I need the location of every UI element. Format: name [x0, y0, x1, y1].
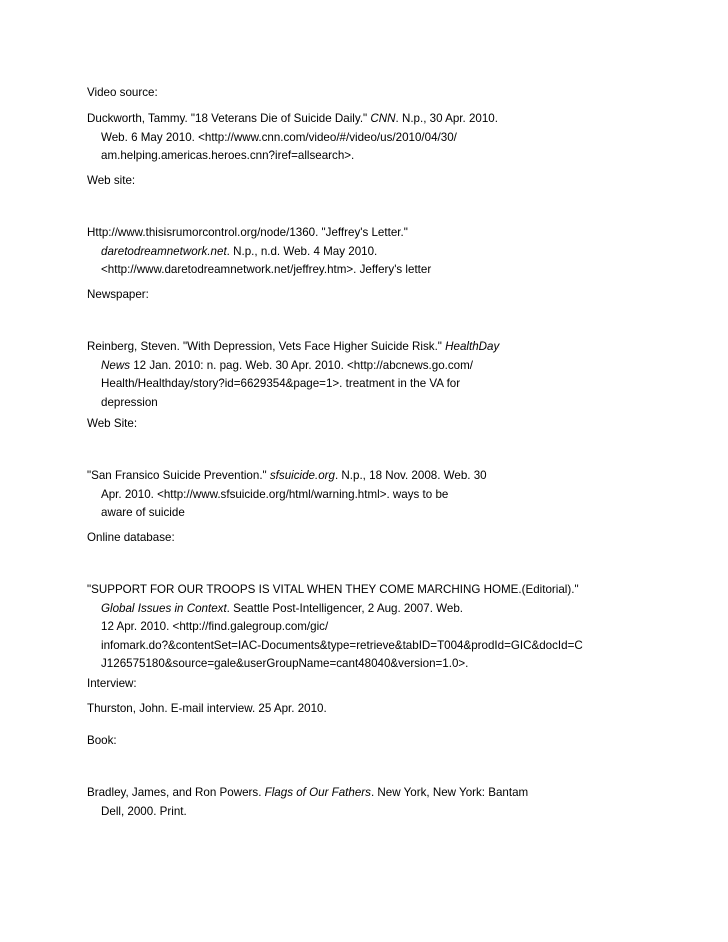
- citation-online-database: [87, 581, 617, 674]
- citation-web-site: [87, 224, 617, 280]
- citation-line: Global Issues in Context. Seattle Post-Intelligencer, 2 Aug. 2007. Web.: [101, 601, 463, 615]
- citation-newspaper: [87, 338, 617, 412]
- citation-line: Dell, 2000. Print.: [101, 804, 187, 818]
- section-heading-interview: Interview:: [87, 677, 137, 690]
- citation-line: Bradley, James, and Ron Powers. Flags of Our Fathers. New York, New York: Bantam: [87, 786, 529, 799]
- citation-web-site-2: [87, 467, 617, 523]
- section-heading-newspaper: Newspaper:: [87, 288, 149, 301]
- citation-line: 12 Apr. 2010. <http://find.galegroup.com/gic/: [101, 620, 329, 633]
- citation-line: Duckworth, Tammy. "18 Veterans Die of Suicide Daily." CNN. N.p., 30 Apr. 2010.: [87, 112, 498, 125]
- citation-line: aware of suicide: [101, 506, 185, 519]
- section-heading-web-site-2: Web Site:: [87, 417, 138, 430]
- citation-line: "SUPPORT FOR OUR TROOPS IS VITAL WHEN THEY COME MARCHING HOME.(Editorial).": [87, 583, 579, 596]
- citation-interview: [87, 700, 617, 719]
- citation-line: Health/Healthday/story?id=6629354&page=1>. treatment in the VA for: [101, 377, 461, 390]
- citation-line: Web. 6 May 2010. <http://www.cnn.com/video/#/video/us/2010/04/30/: [101, 130, 457, 144]
- citation-line: J126575180&source=gale&userGroupName=cant48040&version=1.0>.: [101, 657, 469, 670]
- citation-line: <http://www.daretodreamnetwork.net/jeffrey.htm>. Jeffery's letter: [101, 263, 432, 276]
- citation-line: Apr. 2010. <http://www.sfsuicide.org/html/warning.html>. ways to be: [101, 487, 449, 501]
- citation-line: daretodreamnetwork.net. N.p., n.d. Web. 4 May 2010.: [101, 244, 378, 258]
- citation-line: Reinberg, Steven. "With Depression, Vets Face Higher Suicide Risk." HealthDay: [87, 340, 500, 353]
- citation-line: News 12 Jan. 2010: n. pag. Web. 30 Apr. 2010. <http://abcnews.go.com/: [101, 358, 473, 372]
- citation-line: Thurston, John. E-mail interview. 25 Apr. 2010.: [87, 702, 327, 715]
- citation-line: infomark.do?&contentSet=IAC-Documents&type=retrieve&tabID=T004&prodId=GIC&docId=C: [101, 638, 583, 652]
- section-heading-web-site: Web site:: [87, 174, 136, 187]
- citation-video-source: [87, 110, 617, 166]
- citation-line: am.helping.americas.heroes.cnn?iref=allsearch>.: [101, 149, 355, 162]
- citation-book: [87, 784, 617, 821]
- citation-line: depression: [101, 395, 158, 409]
- citation-line: "San Fransico Suicide Prevention." sfsuicide.org. N.p., 18 Nov. 2008. Web. 30: [87, 469, 487, 482]
- section-heading-online-database: Online database:: [87, 531, 175, 544]
- section-heading-book: Book:: [87, 734, 117, 747]
- citation-line: Http://www.thisisrumorcontrol.org/node/1360. "Jeffrey's Letter.": [87, 226, 408, 239]
- section-heading-video-source: Video source:: [87, 86, 158, 99]
